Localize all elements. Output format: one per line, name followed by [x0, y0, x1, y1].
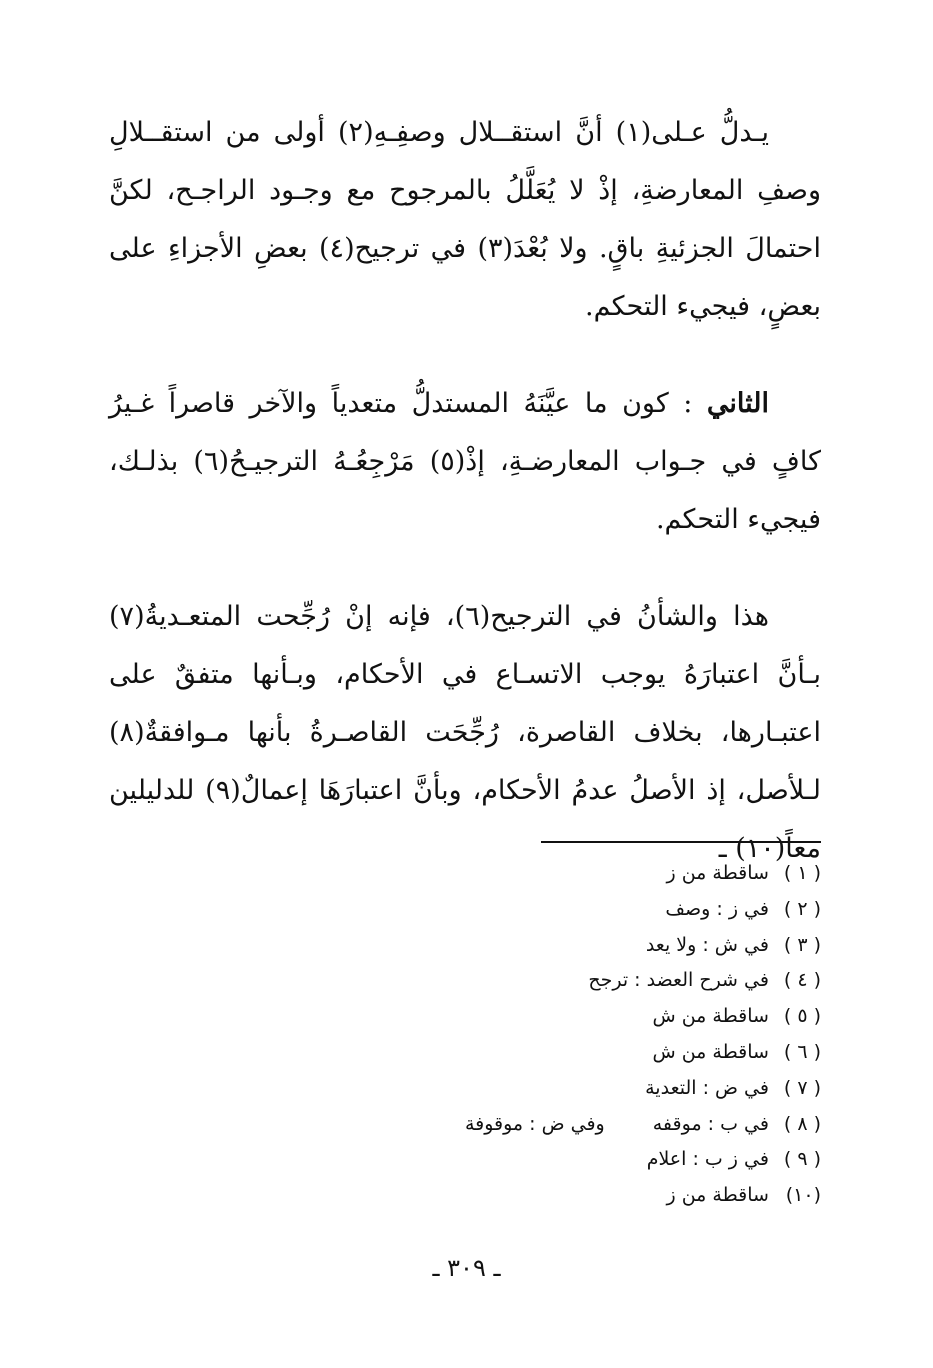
- paragraph-3: [109, 588, 821, 878]
- paragraph-2-lead: الثاني: [706, 388, 769, 419]
- footnote-number: (١٠): [785, 1184, 821, 1207]
- footnote-item: [121, 999, 821, 1035]
- footnote-number: ( ٧ ): [783, 1076, 821, 1099]
- footnote-number: ( ٣ ): [783, 933, 821, 956]
- footnote-text: في ش : ولا يعد: [645, 933, 769, 956]
- footnote-item: [121, 1035, 821, 1071]
- footnote-item: [121, 1142, 821, 1178]
- paragraph-1: [109, 104, 821, 336]
- footnote-number: ( ٦ ): [783, 1040, 821, 1063]
- footnote-text: ساقطة من ش: [652, 1040, 769, 1063]
- footnote-text: في ز ب : اعلام: [646, 1148, 769, 1171]
- footnote-number: ( ٤ ): [783, 969, 821, 992]
- paragraph-2-text: : كون ما عيَّنَهُ المستدلُّ متعدياً والآخر قاصراً غـيرُ كافٍ في جـواب المعارضـةِ، إذْ(٥) مَرْجِعُـهُ الترجيـحُ(٦) بذلـك، فيجيء التحكم.: [109, 388, 821, 535]
- footnote-divider: [541, 841, 821, 843]
- footnote-text: ساقطة من ش: [652, 1005, 769, 1028]
- footnote-item: [121, 963, 821, 999]
- paragraph-2: [109, 375, 821, 549]
- footnote-item: [121, 856, 821, 892]
- footnote-item: [121, 1107, 821, 1143]
- paragraph-3-text: هذا والشأنُ في الترجيح(٦)، فإنه إنْ رُجِّحت المتعـديةُ(٧) بـأنَّ اعتبارَهُ يوجب الاتسـاع في الأحكام، وبـأنها متفقٌ على اعتبـارها، بخلاف القاصرة، رُجِّحَت القاصـرةُ بأنها مـوافقةٌ(٨) لـلأصل، إذ الأصلُ عدمُ الأحكام، وبأنَّ اعتبارَهَا إعمالٌ(٩) للدليلين معاً(١٠) ـ: [109, 601, 822, 864]
- footnote-text: ساقطة من ز: [666, 1184, 769, 1207]
- footnote-number: ( ٥ ): [783, 1005, 821, 1028]
- footnote-number: ( ٨ ): [783, 1112, 821, 1135]
- footnote-item: [121, 928, 821, 964]
- footnote-number: ( ١ ): [783, 862, 821, 884]
- page-number: ـ ٣٠٩ ـ: [432, 1254, 501, 1282]
- footnote-text: في ض : التعدية: [645, 1076, 769, 1099]
- footnote-text: ساقطة من ز: [666, 862, 769, 884]
- footnote-number: ( ٩ ): [783, 1148, 821, 1171]
- footnote-item: [121, 1178, 821, 1214]
- main-text: [109, 104, 821, 917]
- paragraph-1-text: يـدلُّ عـلى(١) أنَّ استقــلال وصفِـهِ(٢) أولى من استقــلالِ وصفِ المعارضةِ، إذْ لا يُعَلَّلُ بالمرجوح مع وجـود الراجـح، لكنَّ احتمالَ الجزئيةِ باقٍ. ولا بُعْدَ(٣) في ترجيح(٤) بعضِ الأجزاءِ على بعضٍ، فيجيء التحكم.: [109, 117, 821, 322]
- footnotes-list: [121, 856, 821, 1214]
- footnote-text: في شرح العضد : ترجح: [588, 969, 769, 992]
- footnote-extra-text: وفي ض : موقوفة: [464, 1112, 605, 1135]
- footnote-item: [121, 892, 821, 928]
- footnote-text: في ب : موقفه: [652, 1112, 769, 1135]
- footnote-number: ( ٢ ): [783, 897, 821, 920]
- footnote-item: [121, 1071, 821, 1107]
- footnote-text: في ز : وصف: [665, 897, 769, 920]
